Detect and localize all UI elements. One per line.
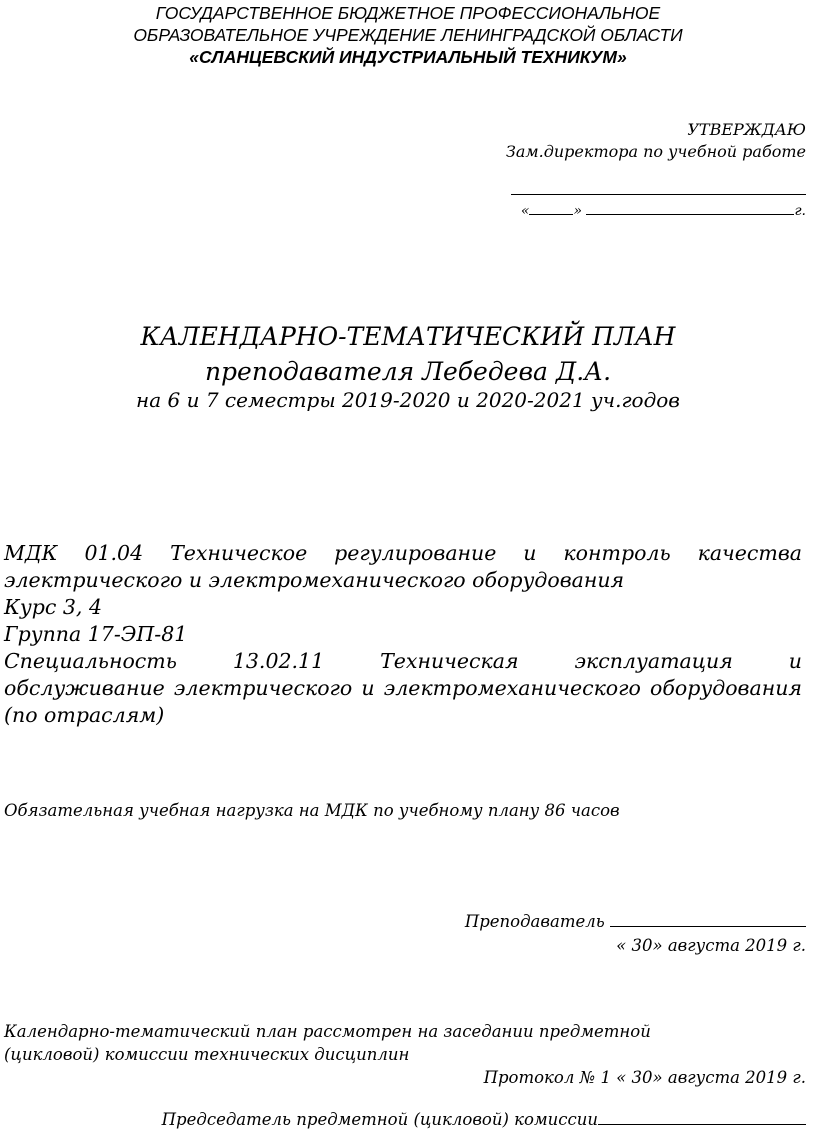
teacher-signature — [465, 912, 806, 931]
course-info — [4, 540, 802, 729]
chair-label: Председатель предметной (цикловой) комиссии — [161, 1110, 598, 1129]
day-blank — [529, 214, 573, 215]
protocol: Протокол № 1 « 30» августа 2019 г. — [483, 1068, 806, 1087]
header-line-3: «СЛАНЦЕВСКИЙ ИНДУСТРИАЛЬНЫЙ ТЕХНИКУМ» — [189, 47, 627, 67]
mdk-line-2: электрического и электромеханического оборудования — [4, 568, 625, 592]
group: Группа 17-ЭП-81 — [4, 622, 188, 646]
approval-position: Зам.директора по учебной работе — [505, 142, 806, 161]
teacher-label: Преподаватель — [464, 912, 605, 931]
specialty-line-2: обслуживание электрического и электромеханического оборудования — [4, 676, 802, 700]
teacher-line: преподавателя Лебедева Д.А. — [204, 357, 612, 386]
institution-header — [0, 2, 816, 68]
chair-signature-line — [598, 1124, 806, 1125]
specialty-line-3: (по отраслям) — [4, 703, 165, 727]
header-line-1: ГОСУДАРСТВЕННОЕ БЮДЖЕТНОЕ ПРОФЕССИОНАЛЬНОЕ — [155, 3, 661, 23]
month-blank — [586, 214, 794, 215]
mdk-line-1: МДК 01.04 Техническое регулирование и контроль качества — [4, 541, 802, 565]
year-suffix: г. — [794, 203, 806, 219]
approval-label: УТВЕРЖДАЮ — [687, 120, 806, 139]
semester-line: на 6 и 7 семестры 2019-2020 и 2020-2021 уч.годов — [136, 388, 680, 412]
specialty-line-1: Специальность 13.02.11 Техническая эксплуатация и — [4, 649, 802, 673]
review-line-1: Календарно-тематический план рассмотрен на заседании предметной — [4, 1022, 651, 1041]
teacher-signature-line — [610, 926, 806, 927]
review-line-2: (цикловой) комиссии технических дисциплин — [4, 1045, 410, 1064]
date-open-quote: « — [520, 203, 530, 219]
study-load: Обязательная учебная нагрузка на МДК по учебному плану 86 часов — [4, 801, 620, 820]
approval-date — [521, 203, 806, 219]
header-line-2: ОБРАЗОВАТЕЛЬНОЕ УЧРЕЖДЕНИЕ ЛЕНИНГРАДСКОЙ ОБЛАСТИ — [133, 25, 683, 45]
plan-title: КАЛЕНДАРНО-ТЕМАТИЧЕСКИЙ ПЛАН — [140, 322, 676, 351]
chair-signature — [162, 1110, 806, 1129]
teacher-date: « 30» августа 2019 г. — [616, 936, 806, 955]
course: Курс 3, 4 — [4, 595, 102, 619]
date-close-quote: » — [573, 203, 583, 219]
signature-line — [511, 194, 806, 195]
